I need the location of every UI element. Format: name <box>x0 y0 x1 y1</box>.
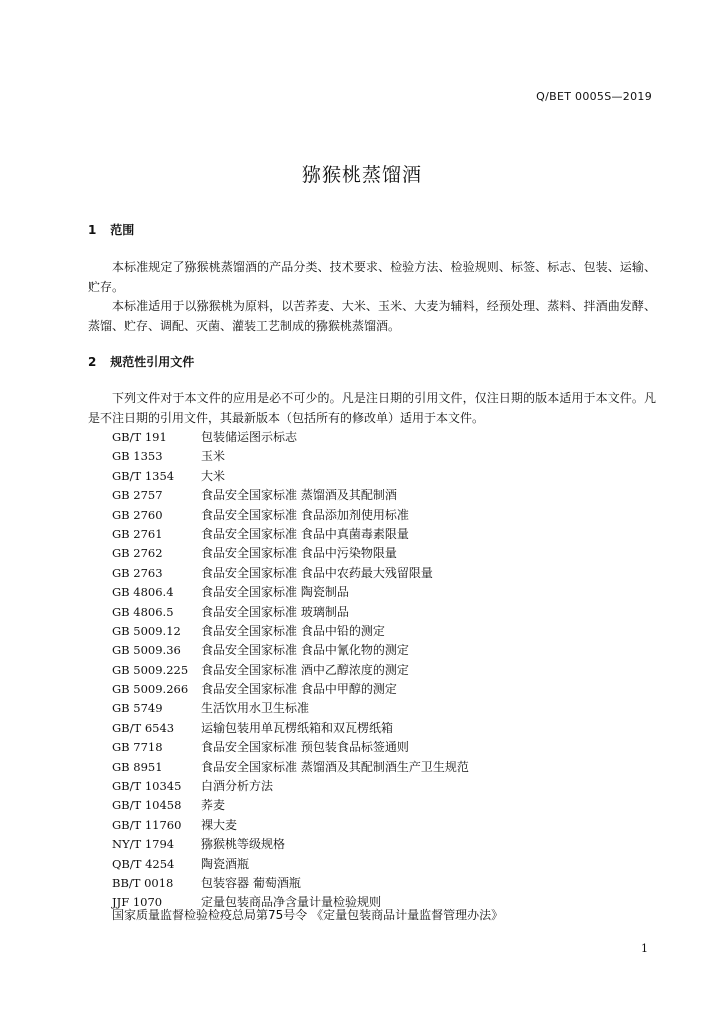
section-number: 1 <box>88 223 97 237</box>
reference-code: GB/T 10345 <box>112 779 182 794</box>
section-1-heading <box>88 221 134 238</box>
reference-name: 食品安全国家标准 酒中乙醇浓度的测定 <box>201 662 409 677</box>
scope-paragraph-2: 本标准适用于以猕猴桃为原料，以苦荞麦、大米、玉米、大麦为辅料，经预处理、蒸料、拌酒曲发酵、蒸馏、贮存、调配、灭菌、灌装工艺制成的猕猴桃蒸馏酒。 <box>88 299 656 333</box>
decree-reference: 国家质量监督检验检疫总局第75号令 《定量包装商品计量监督管理办法》 <box>112 908 504 922</box>
reference-item <box>112 641 469 660</box>
reference-item <box>112 855 469 874</box>
section-number: 2 <box>88 355 97 369</box>
reference-item <box>112 777 469 796</box>
reference-code: JJF 1070 <box>112 895 163 910</box>
reference-name: 包装容器 葡萄酒瓶 <box>201 875 301 890</box>
reference-name: 食品安全国家标准 蒸馏酒及其配制酒生产卫生规范 <box>201 759 469 774</box>
reference-item <box>112 583 469 602</box>
reference-name: 食品安全国家标准 食品中氰化物的测定 <box>201 643 409 658</box>
reference-item <box>112 564 469 583</box>
reference-item <box>112 874 469 893</box>
reference-item <box>112 816 469 835</box>
document-title: 猕猴桃蒸馏酒 <box>301 164 422 186</box>
reference-code: GB/T 11760 <box>112 817 182 832</box>
reference-code: NY/T 1794 <box>112 837 175 852</box>
reference-item <box>112 738 469 757</box>
reference-item <box>112 680 469 699</box>
reference-code: GB/T 191 <box>112 430 167 444</box>
reference-name: 食品安全国家标准 食品中甲醇的测定 <box>201 682 397 697</box>
reference-code: GB 4806.4 <box>112 585 174 600</box>
standard-code: Q/BET 0005S—2019 <box>536 90 652 103</box>
reference-code: GB 2757 <box>112 488 163 503</box>
reference-code: GB 7718 <box>112 740 163 755</box>
reference-item <box>112 603 469 622</box>
reference-item <box>112 544 469 563</box>
reference-item <box>112 699 469 718</box>
reference-code: GB/T 10458 <box>112 798 182 813</box>
reference-item <box>112 525 469 544</box>
reference-name: 荞麦 <box>201 798 226 813</box>
reference-code: GB 4806.5 <box>112 604 174 619</box>
reference-code: GB 2760 <box>112 507 163 522</box>
reference-name: 包装储运图示标志 <box>201 430 298 444</box>
reference-code: GB 8951 <box>112 759 163 774</box>
reference-code: GB/T 6543 <box>112 720 175 735</box>
reference-code: GB 5749 <box>112 701 163 716</box>
reference-item <box>112 661 469 680</box>
section-title: 规范性引用文件 <box>110 355 195 369</box>
reference-name: 食品安全国家标准 食品中污染物限量 <box>201 546 397 561</box>
reference-name: 食品安全国家标准 玻璃制品 <box>201 604 349 619</box>
reference-item <box>112 486 469 505</box>
reference-name: 食品安全国家标准 食品添加剂使用标准 <box>201 507 409 522</box>
reference-item <box>112 719 469 738</box>
reference-name: 裸大麦 <box>201 817 238 832</box>
reference-code: QB/T 4254 <box>112 856 175 871</box>
reference-name: 食品安全国家标准 预包装食品标签通则 <box>201 740 409 755</box>
reference-item <box>112 467 469 486</box>
reference-name: 玉米 <box>201 449 226 464</box>
reference-item <box>112 835 469 854</box>
reference-name: 食品安全国家标准 陶瓷制品 <box>201 585 349 600</box>
reference-name: 陶瓷酒瓶 <box>201 856 250 871</box>
reference-item <box>112 796 469 815</box>
reference-item <box>112 622 469 641</box>
reference-name: 运输包装用单瓦楞纸箱和双瓦楞纸箱 <box>201 720 394 735</box>
reference-name: 大米 <box>201 468 226 483</box>
reference-name: 生活饮用水卫生标准 <box>201 701 310 716</box>
reference-code: GB 2761 <box>112 526 163 541</box>
reference-code: GB 2762 <box>112 546 163 561</box>
reference-list <box>112 428 469 913</box>
reference-name: 食品安全国家标准 食品中铅的测定 <box>201 623 385 638</box>
reference-item <box>112 447 469 466</box>
reference-name: 食品安全国家标准 食品中真菌毒素限量 <box>201 526 409 541</box>
reference-item <box>112 758 469 777</box>
reference-name: 食品安全国家标准 食品中农药最大残留限量 <box>201 565 433 580</box>
reference-code: GB 5009.225 <box>112 662 189 677</box>
reference-item <box>112 428 469 447</box>
reference-code: GB 2763 <box>112 565 163 580</box>
reference-name: 白酒分析方法 <box>201 779 274 794</box>
reference-code: GB 1353 <box>112 449 163 464</box>
reference-code: GB 5009.36 <box>112 643 181 658</box>
reference-name: 猕猴桃等级规格 <box>201 837 286 852</box>
reference-code: GB 5009.266 <box>112 682 189 697</box>
reference-code: GB/T 1354 <box>112 468 175 483</box>
scope-paragraph-1: 本标准规定了猕猴桃蒸馏酒的产品分类、技术要求、检验方法、检验规则、标签、标志、包装、运输、贮存。 <box>88 260 656 294</box>
reference-name: 定量包装商品净含量计量检验规则 <box>201 895 382 910</box>
page-number: 1 <box>641 942 648 955</box>
reference-name: 食品安全国家标准 蒸馏酒及其配制酒 <box>201 488 397 503</box>
reference-code: BB/T 0018 <box>112 875 174 890</box>
reference-item <box>112 506 469 525</box>
reference-code: GB 5009.12 <box>112 623 181 638</box>
references-intro: 下列文件对于本文件的应用是必不可少的。凡是注日期的引用文件，仅注日期的版本适用于本文件。凡是不注日期的引用文件，其最新版本（包括所有的修改单）适用于本文件。 <box>88 391 656 425</box>
section-2-heading <box>88 353 194 370</box>
section-title: 范围 <box>110 223 135 237</box>
